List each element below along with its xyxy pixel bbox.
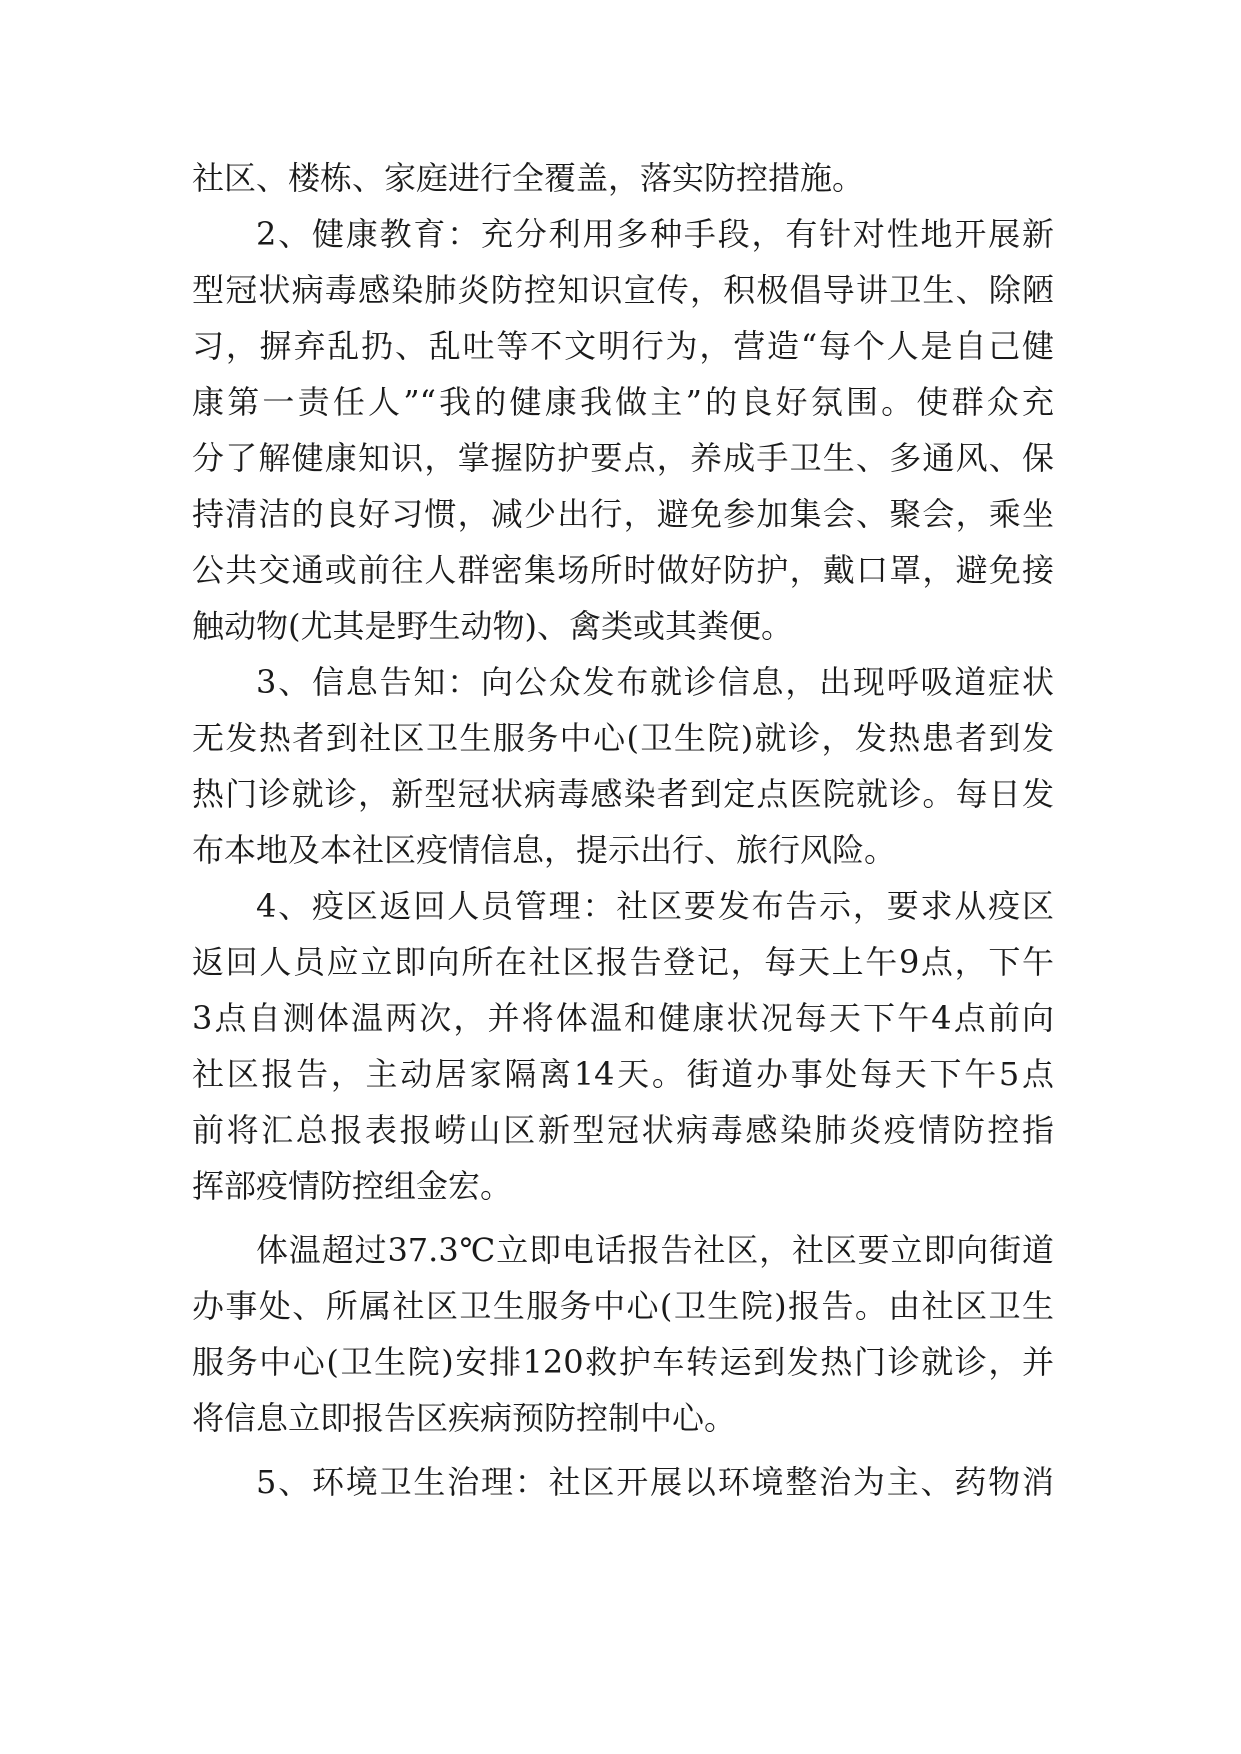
text-line: 办事处、所属社区卫生服务中心(卫生院)报告。由社区卫生 bbox=[192, 1287, 1054, 1325]
text-line: 触动物(尤其是野生动物)、禽类或其粪便。 bbox=[192, 607, 793, 645]
text-line: 挥部疫情防控组金宏。 bbox=[192, 1167, 513, 1205]
text-line: 2、健康教育：充分利用多种手段，有针对性地开展新 bbox=[256, 215, 1054, 253]
text-line: 社区报告，主动居家隔离14天。街道办事处每天下午5点 bbox=[192, 1055, 1054, 1093]
text-line: 公共交通或前往人群密集场所时做好防护，戴口罩，避免接 bbox=[192, 551, 1054, 589]
text-line: 3点自测体温两次，并将体温和健康状况每天下午4点前向 bbox=[192, 999, 1054, 1037]
text-line: 服务中心(卫生院)安排120救护车转运到发热门诊就诊，并 bbox=[192, 1343, 1054, 1381]
text-line: 持清洁的良好习惯，减少出行，避免参加集会、聚会，乘坐 bbox=[192, 495, 1054, 533]
text-line: 社区、楼栋、家庭进行全覆盖，落实防控措施。 bbox=[192, 159, 865, 197]
text-line: 型冠状病毒感染肺炎防控知识宣传，积极倡导讲卫生、除陋 bbox=[192, 271, 1054, 309]
text-line: 习，摒弃乱扔、乱吐等不文明行为，营造“每个人是自己健 bbox=[192, 327, 1054, 365]
text-line: 4、疫区返回人员管理：社区要发布告示，要求从疫区 bbox=[256, 887, 1054, 925]
text-line: 将信息立即报告区疾病预防控制中心。 bbox=[192, 1399, 737, 1437]
text-line: 康第一责任人”“我的健康我做主”的良好氛围。使群众充 bbox=[192, 383, 1054, 421]
text-line: 3、信息告知：向公众发布就诊信息，出现呼吸道症状 bbox=[256, 663, 1054, 701]
text-line: 热门诊就诊，新型冠状病毒感染者到定点医院就诊。每日发 bbox=[192, 775, 1054, 813]
text-line: 无发热者到社区卫生服务中心(卫生院)就诊，发热患者到发 bbox=[192, 719, 1054, 757]
text-line: 体温超过37.3℃立即电话报告社区，社区要立即向街道 bbox=[256, 1231, 1054, 1269]
text-line: 返回人员应立即向所在社区报告登记，每天上午9点，下午 bbox=[192, 943, 1054, 981]
document-page bbox=[192, 152, 1054, 1512]
text-line: 前将汇总报表报崂山区新型冠状病毒感染肺炎疫情防控指 bbox=[192, 1111, 1054, 1149]
text-line: 5、环境卫生治理：社区开展以环境整治为主、药物消 bbox=[256, 1463, 1054, 1501]
text-line: 布本地及本社区疫情信息，提示出行、旅行风险。 bbox=[192, 831, 897, 869]
text-line: 分了解健康知识，掌握防护要点，养成手卫生、多通风、保 bbox=[192, 439, 1054, 477]
